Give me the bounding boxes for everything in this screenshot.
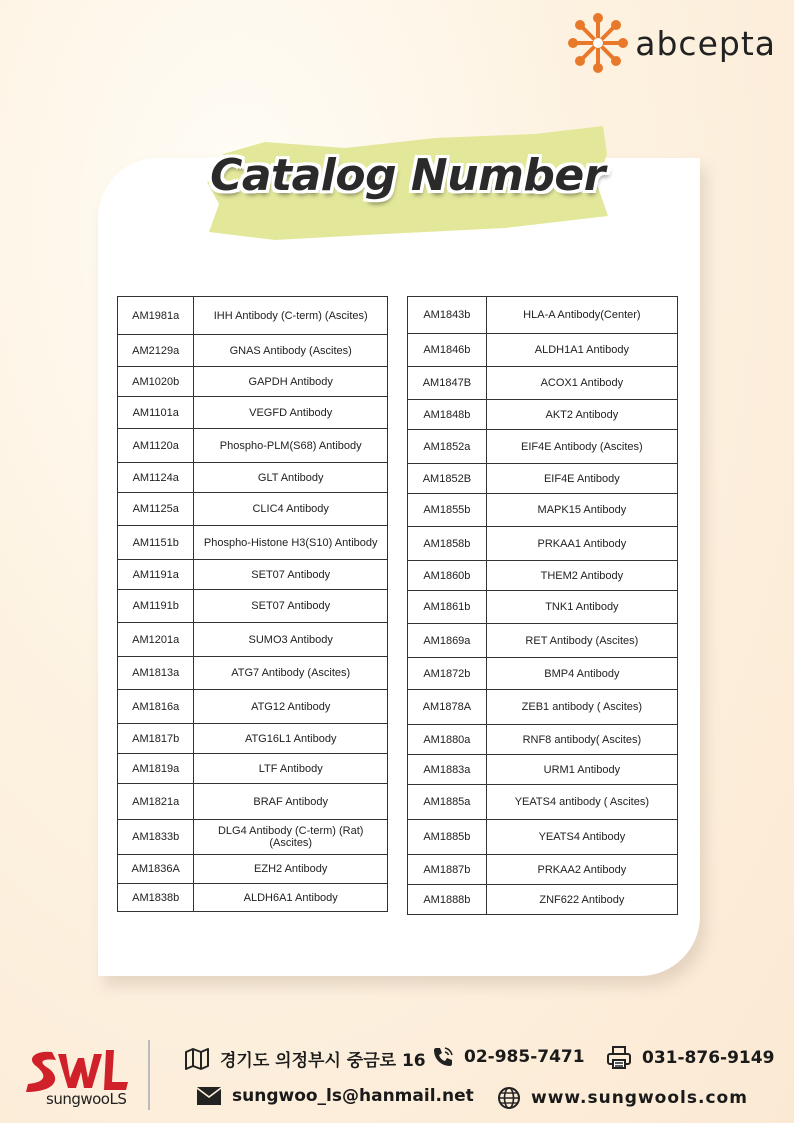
table-row — [118, 820, 388, 855]
catalog-code: AM1861b — [408, 591, 487, 624]
table-row — [408, 755, 678, 785]
catalog-code: AM1819a — [118, 754, 194, 784]
catalog-code: AM1125a — [118, 493, 194, 526]
catalog-code: AM1201a — [118, 623, 194, 657]
catalog-code: AM1981a — [118, 297, 194, 335]
catalog-code: AM1846b — [408, 334, 487, 367]
product-name: IHH Antibody (C-term) (Ascites) — [194, 297, 388, 335]
sungwoo-wordmark: sungwooLS — [46, 1090, 127, 1108]
catalog-code: AM1816a — [118, 690, 194, 724]
sungwoo-logo — [22, 1044, 140, 1114]
product-name: THEM2 Antibody — [486, 561, 677, 591]
email-text: sungwoo_ls@hanmail.net — [232, 1086, 474, 1106]
table-row — [118, 463, 388, 493]
catalog-code: AM1872b — [408, 658, 487, 690]
product-name: MAPK15 Antibody — [486, 494, 677, 527]
table-row — [118, 855, 388, 884]
product-name: BMP4 Antibody — [486, 658, 677, 690]
table-row — [408, 658, 678, 690]
product-name: PRKAA1 Antibody — [486, 527, 677, 561]
product-name: RNF8 antibody( Ascites) — [486, 725, 677, 755]
catalog-code: AM1124a — [118, 463, 194, 493]
product-name: EZH2 Antibody — [194, 855, 388, 884]
product-name: VEGFD Antibody — [194, 397, 388, 429]
website-text: www.sungwools.com — [531, 1088, 748, 1108]
product-name: ZEB1 antibody ( Ascites) — [486, 690, 677, 725]
catalog-code: AM1885b — [408, 820, 487, 855]
product-name: TNK1 Antibody — [486, 591, 677, 624]
product-name: LTF Antibody — [194, 754, 388, 784]
fax — [606, 1046, 774, 1070]
product-name: Phospho-Histone H3(S10) Antibody — [194, 526, 388, 560]
table-row — [408, 624, 678, 658]
table-row — [118, 335, 388, 367]
product-name: SET07 Antibody — [194, 590, 388, 623]
table-row — [408, 367, 678, 400]
table-row — [118, 297, 388, 335]
catalog-code: AM1887b — [408, 855, 487, 885]
product-name: ATG7 Antibody (Ascites) — [194, 657, 388, 690]
product-name: DLG4 Antibody (C-term) (Rat) (Ascites) — [194, 820, 388, 855]
phone — [432, 1046, 585, 1068]
table-row — [118, 560, 388, 590]
catalog-code: AM1836A — [118, 855, 194, 884]
fax-text: 031-876-9149 — [642, 1048, 775, 1068]
table-row — [408, 690, 678, 725]
product-name: SET07 Antibody — [194, 560, 388, 590]
table-row — [118, 367, 388, 397]
catalog-code: AM1860b — [408, 561, 487, 591]
product-name: ALDH1A1 Antibody — [486, 334, 677, 367]
product-name: URM1 Antibody — [486, 755, 677, 785]
catalog-code: AM1885a — [408, 785, 487, 820]
catalog-code: AM1813a — [118, 657, 194, 690]
catalog-code: AM1151b — [118, 526, 194, 560]
abcepta-logo — [567, 12, 776, 74]
table-row — [118, 784, 388, 820]
catalog-code: AM1888b — [408, 885, 487, 915]
catalog-code: AM1847B — [408, 367, 487, 400]
catalog-code: AM1878A — [408, 690, 487, 725]
product-name: PRKAA2 Antibody — [486, 855, 677, 885]
table-row — [408, 561, 678, 591]
sungwoo-logo-icon — [22, 1044, 132, 1096]
table-row — [118, 526, 388, 560]
abcepta-logo-icon — [567, 12, 629, 74]
catalog-code: AM2129a — [118, 335, 194, 367]
product-name: GAPDH Antibody — [194, 367, 388, 397]
phone-icon — [432, 1046, 454, 1068]
table-row — [118, 397, 388, 429]
catalog-code: AM1852a — [408, 430, 487, 464]
footer-divider — [148, 1040, 150, 1110]
catalog-code: AM1880a — [408, 725, 487, 755]
table-row — [408, 785, 678, 820]
product-name: YEATS4 Antibody — [486, 820, 677, 855]
product-name: GNAS Antibody (Ascites) — [194, 335, 388, 367]
catalog-code: AM1869a — [408, 624, 487, 658]
product-name: Phospho-PLM(S68) Antibody — [194, 429, 388, 463]
page-title: Catalog Number — [210, 150, 605, 201]
abcepta-wordmark: abcepta — [635, 23, 776, 63]
catalog-code: AM1120a — [118, 429, 194, 463]
catalog-code: AM1101a — [118, 397, 194, 429]
table-row — [118, 429, 388, 463]
product-name: ACOX1 Antibody — [486, 367, 677, 400]
product-name: GLT Antibody — [194, 463, 388, 493]
catalog-code: AM1843b — [408, 297, 487, 334]
table-row — [408, 430, 678, 464]
address — [184, 1046, 426, 1071]
table-row — [408, 494, 678, 527]
table-row — [118, 623, 388, 657]
globe-icon — [497, 1086, 521, 1110]
table-row — [408, 820, 678, 855]
product-name: ZNF622 Antibody — [486, 885, 677, 915]
table-row — [118, 690, 388, 724]
catalog-code: AM1817b — [118, 724, 194, 754]
fax-icon — [606, 1046, 632, 1070]
catalog-code: AM1855b — [408, 494, 487, 527]
catalog-code: AM1833b — [118, 820, 194, 855]
table-row — [408, 464, 678, 494]
product-name: EIF4E Antibody — [486, 464, 677, 494]
catalog-table-right — [407, 296, 678, 915]
mail-icon — [196, 1086, 222, 1106]
catalog-code: AM1883a — [408, 755, 487, 785]
product-name: SUMO3 Antibody — [194, 623, 388, 657]
table-row — [118, 590, 388, 623]
email — [196, 1086, 474, 1106]
table-row — [408, 297, 678, 334]
table-row — [408, 591, 678, 624]
product-name: AKT2 Antibody — [486, 400, 677, 430]
catalog-code: AM1191b — [118, 590, 194, 623]
product-name: YEATS4 antibody ( Ascites) — [486, 785, 677, 820]
table-row — [408, 527, 678, 561]
product-name: BRAF Antibody — [194, 784, 388, 820]
address-text: 경기도 의정부시 중금로 16 — [220, 1051, 426, 1071]
table-row — [118, 493, 388, 526]
table-row — [408, 885, 678, 915]
table-row — [118, 657, 388, 690]
product-name: CLIC4 Antibody — [194, 493, 388, 526]
catalog-code: AM1821a — [118, 784, 194, 820]
map-icon — [184, 1048, 210, 1070]
footer — [0, 1030, 794, 1123]
table-row — [118, 724, 388, 754]
catalog-code: AM1020b — [118, 367, 194, 397]
product-name: RET Antibody (Ascites) — [486, 624, 677, 658]
table-row — [118, 884, 388, 912]
table-row — [408, 725, 678, 755]
catalog-code: AM1838b — [118, 884, 194, 912]
title-banner — [205, 124, 610, 244]
table-row — [118, 754, 388, 784]
website — [497, 1086, 748, 1110]
catalog-code: AM1858b — [408, 527, 487, 561]
catalog-code: AM1191a — [118, 560, 194, 590]
table-row — [408, 855, 678, 885]
catalog-code: AM1848b — [408, 400, 487, 430]
catalog-code: AM1852B — [408, 464, 487, 494]
product-name: ALDH6A1 Antibody — [194, 884, 388, 912]
catalog-table-left — [117, 296, 388, 912]
table-row — [408, 334, 678, 367]
product-name: ATG16L1 Antibody — [194, 724, 388, 754]
phone-text: 02-985-7471 — [464, 1047, 585, 1067]
table-row — [408, 400, 678, 430]
product-name: ATG12 Antibody — [194, 690, 388, 724]
product-name: EIF4E Antibody (Ascites) — [486, 430, 677, 464]
product-name: HLA-A Antibody(Center) — [486, 297, 677, 334]
